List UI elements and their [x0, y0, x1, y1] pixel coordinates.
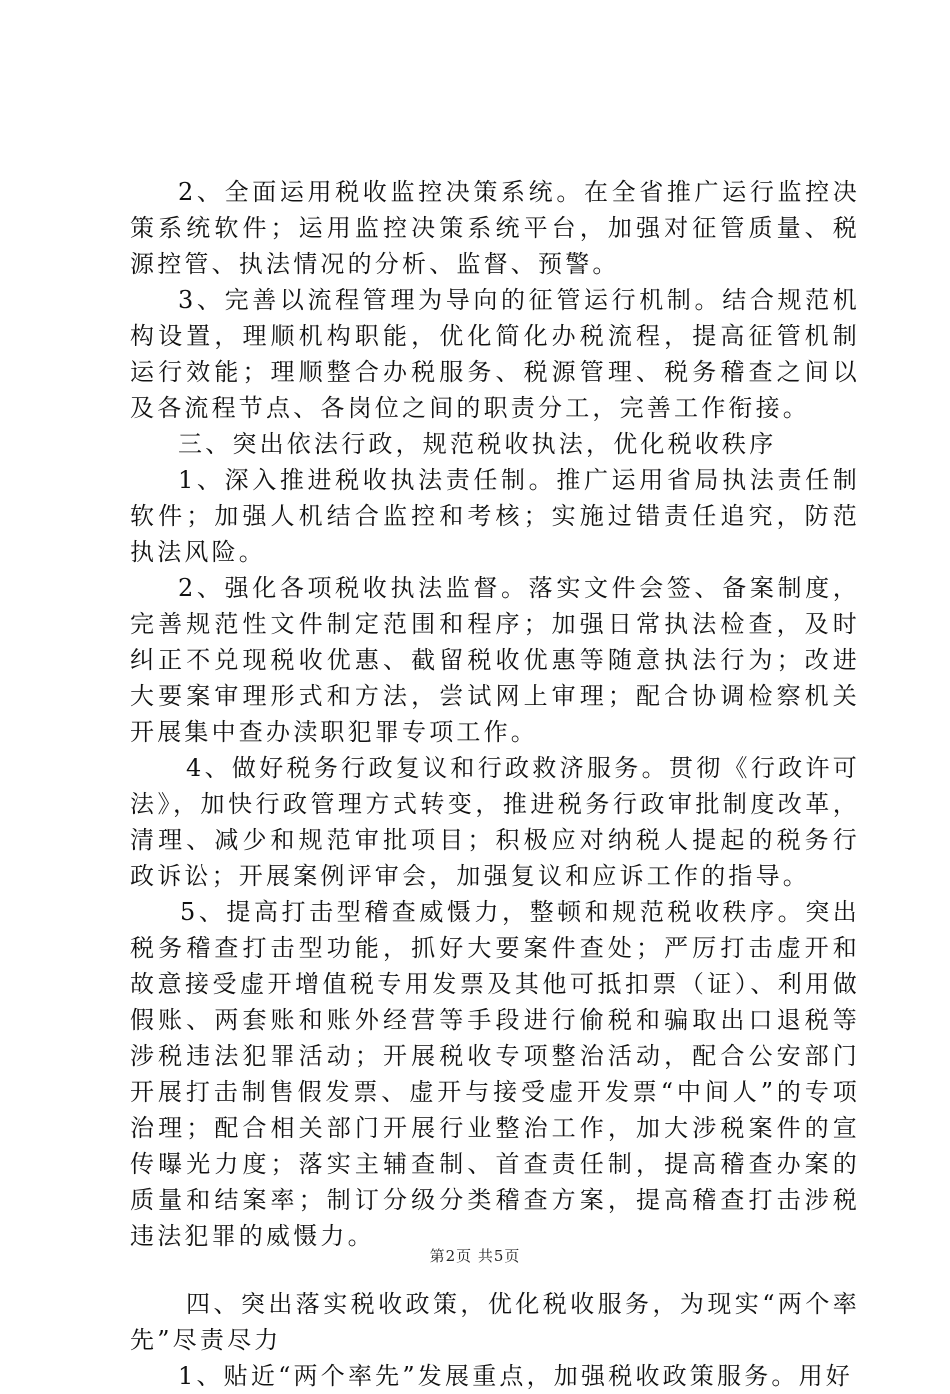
document-body: [130, 174, 860, 1394]
paragraph-enforcement-responsibility: 1、深入推进税收执法责任制。推广运用省局执法责任制软件；加强人机结合监控和考核；实施过错责任追究，防范执法风险。: [130, 466, 860, 566]
section-heading-3: 三、突出依法行政，规范税收执法，优化税收秩序: [178, 430, 777, 458]
paragraph-process-management: 3、完善以流程管理为导向的征管运行机制。结合规范机构设置，理顺机构职能，优化简化办税流程，提高征管机制运行效能；理顺整合办税服务、税源管理、税务稽查之间以及各流程节点、各岗位之间的职责分工，完善工作衔接。: [130, 286, 860, 422]
section-heading-4: 四、突出落实税收政策，优化税收服务，为现实“两个率先”尽责尽力: [130, 1290, 860, 1354]
paragraph-policy-service: 1、贴近“两个率先”发展重点，加强税收政策服务。用好: [178, 1362, 854, 1390]
paragraph-administrative-review: 4、做好税务行政复议和行政救济服务。贯彻《行政许可法》，加快行政管理方式转变，推进税务行政审批制度改革，清理、减少和规范审批项目；积极应对纳税人提起的税务行政诉讼；开展案例评审会，加强复议和应诉工作的指导。: [130, 754, 860, 890]
paragraph-monitoring-system: 2、全面运用税收监控决策系统。在全省推广运行监控决策系统软件；运用监控决策系统平台，加强对征管质量、税源控管、执法情况的分析、监督、预警。: [130, 178, 860, 278]
page-number-footer: 第2页 共5页: [429, 1247, 521, 1265]
paragraph-enforcement-supervision: 2、强化各项税收执法监督。落实文件会签、备案制度，完善规范性文件制定范围和程序；加强日常执法检查，及时纠正不兑现税收优惠、截留税收优惠等随意执法行为；改进大要案审理形式和方法，尝试网上审理；配合协调检察机关开展集中查办渎职犯罪专项工作。: [130, 574, 860, 746]
paragraph-tax-inspection: 5、提高打击型稽查威慑力，整顿和规范税收秩序。突出税务稽查打击型功能，抓好大要案件查处；严厉打击虚开和故意接受虚开增值税专用发票及其他可抵扣票（证）、利用做假账、两套账和账外经营等手段进行偷税和骗取出口退税等涉税违法犯罪活动；开展税收专项整治活动，配合公安部门开展打击制售假发票、虚开与接受虚开发票“中间人”的专项治理；配合相关部门开展行业整治工作，加大涉税案件的宣传曝光力度；落实主辅查制、首查责任制，提高稽查办案的质量和结案率；制订分级分类稽查方案，提高稽查打击涉税违法犯罪的威慑力。: [130, 898, 860, 1250]
